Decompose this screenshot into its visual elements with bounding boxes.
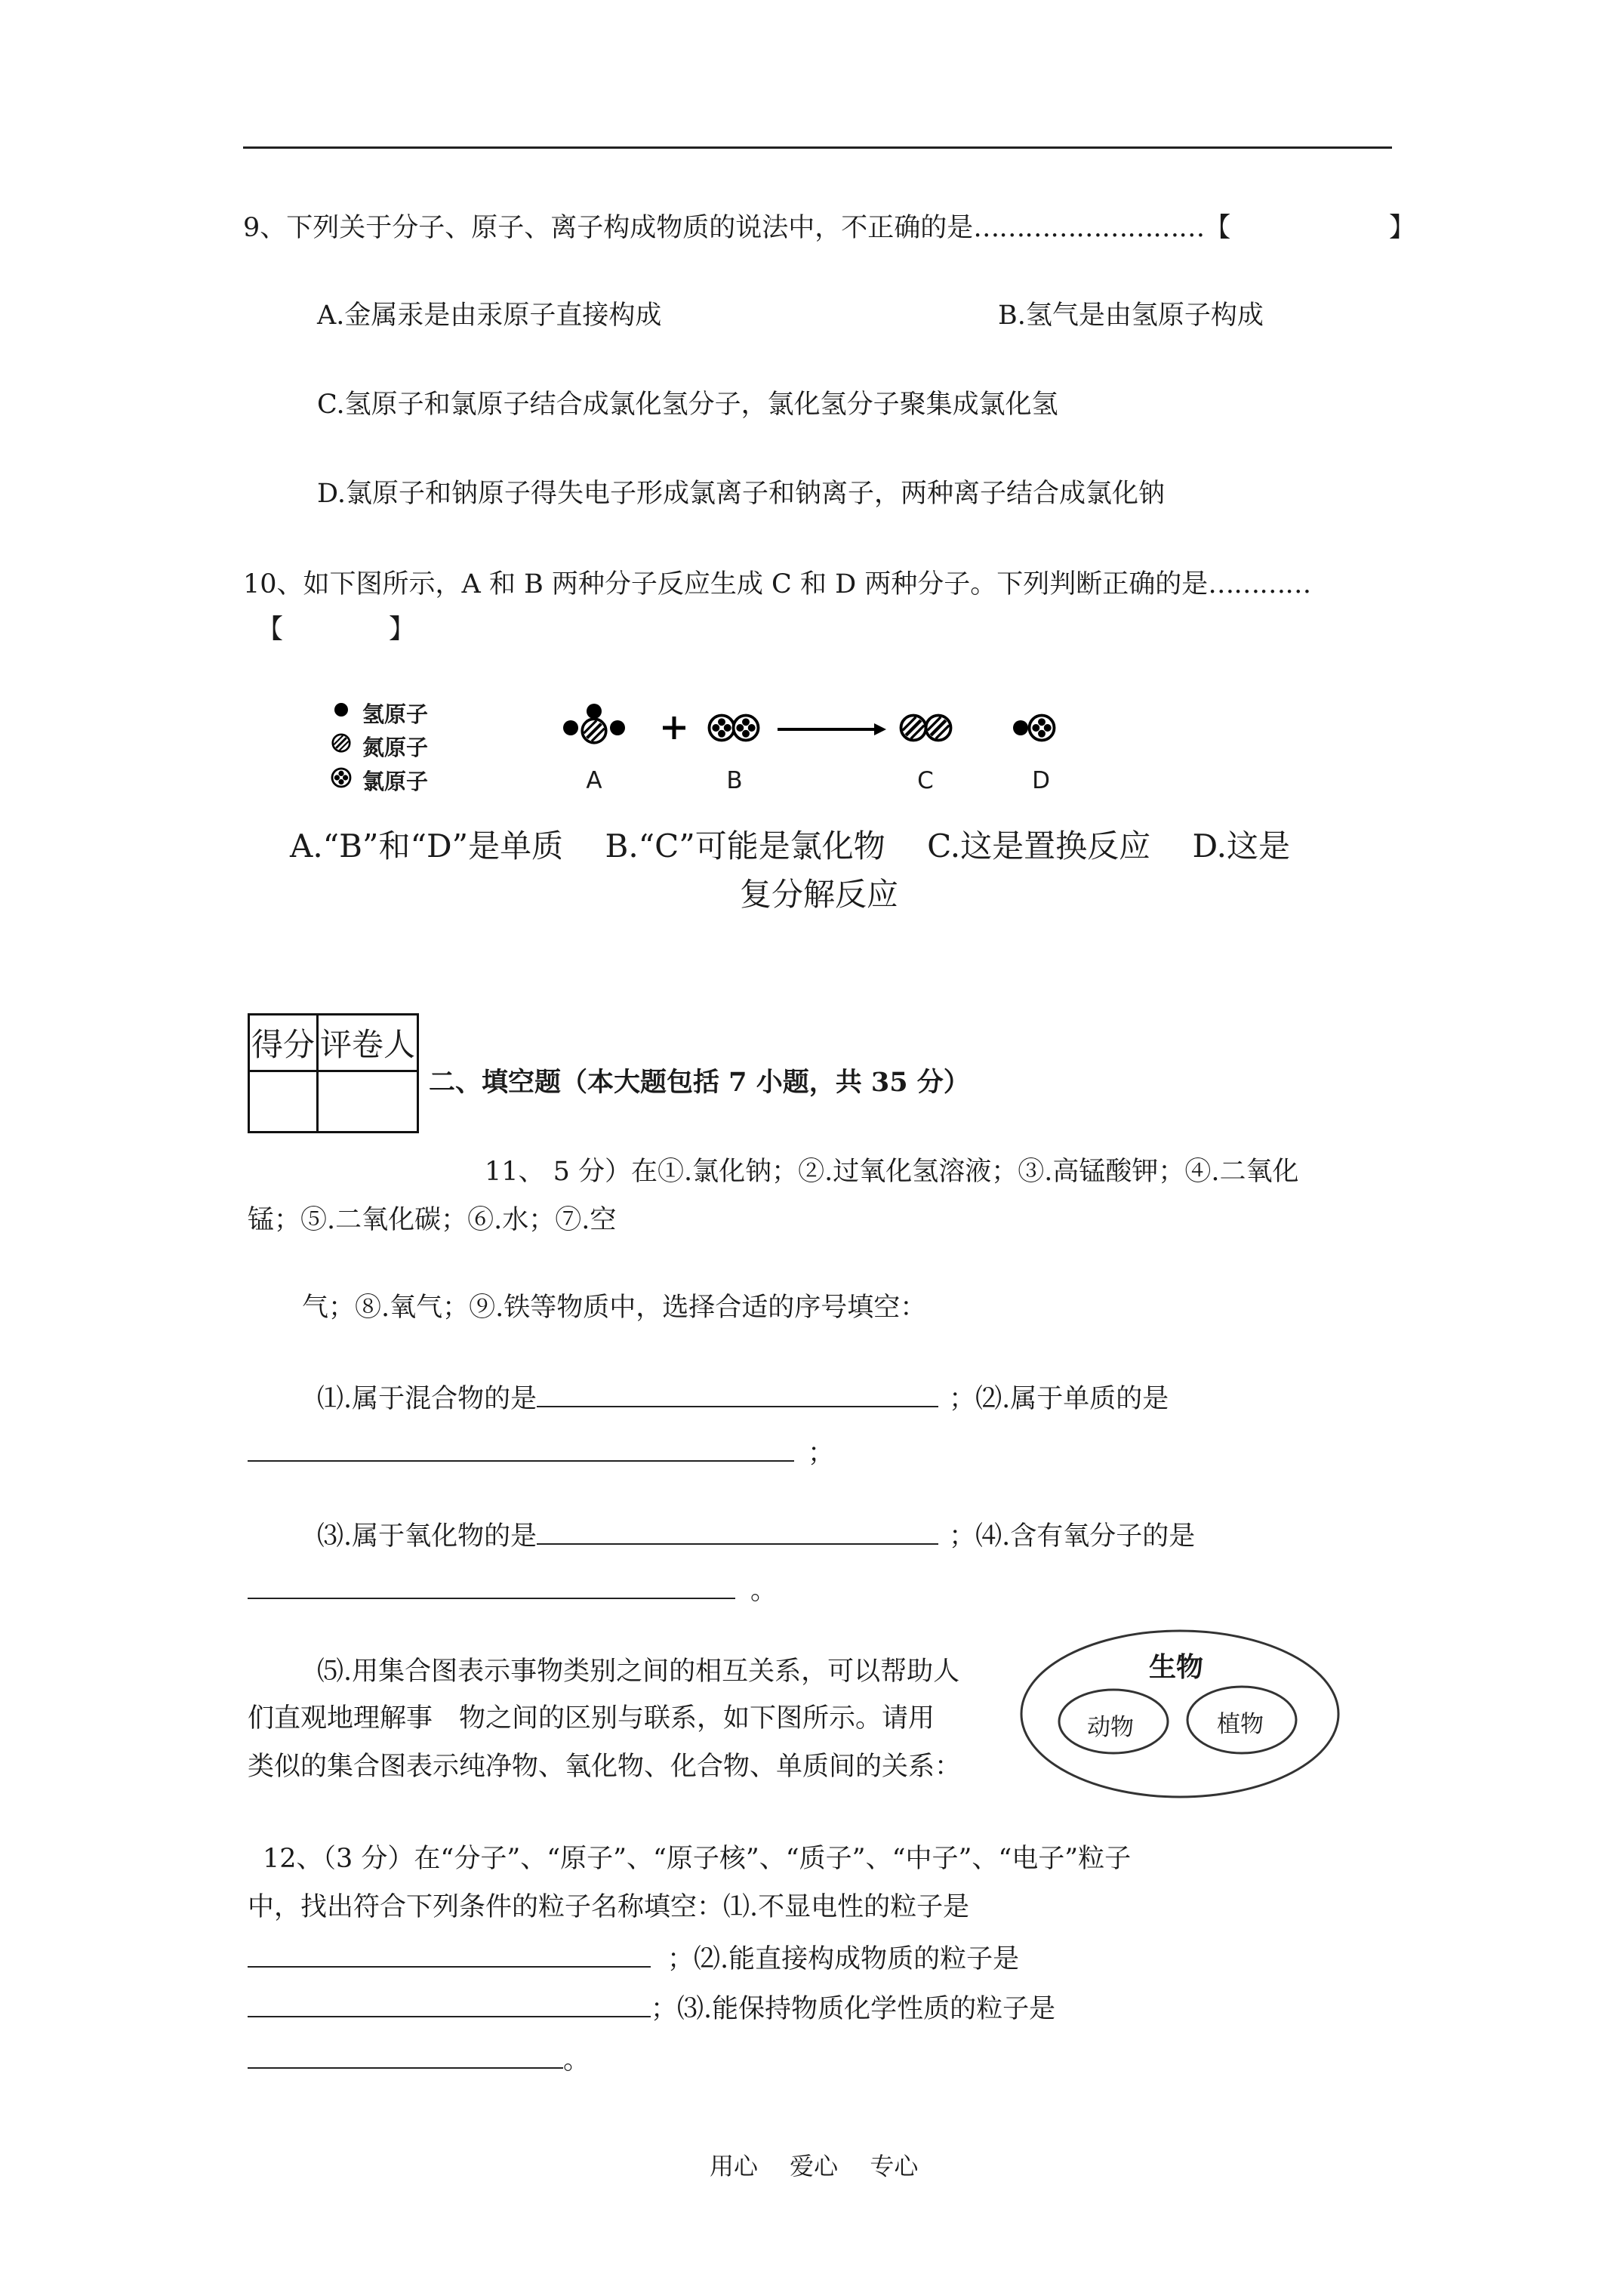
answer-blank-neutral-particle[interactable] bbox=[248, 1940, 651, 1968]
q9-option-b: B.氢气是由氢原子构成 bbox=[998, 300, 1264, 331]
q10-stem-text: 10、如下图所示，A 和 B 两种分子反应生成 C 和 D 两种分子。下列判断正确的是 bbox=[243, 569, 1209, 599]
q11-semicolon: ； bbox=[808, 1438, 835, 1469]
q10-options-line1: A.“B”和“D”是单质 B.“C”可能是氯化物 C.这是置换反应 D.这是 bbox=[290, 827, 1290, 864]
venn-right-label: 植物 bbox=[1217, 1711, 1264, 1738]
q12-part3-label: ；⑶.能保持物质化学性质的粒子是 bbox=[651, 1994, 1056, 2024]
molecule-label-c: C bbox=[917, 767, 934, 794]
venn-outer-label: 生物 bbox=[1149, 1652, 1204, 1683]
reaction-svg bbox=[331, 689, 1086, 802]
answer-blank-mixture[interactable] bbox=[537, 1380, 938, 1407]
q11-part2-label: ；⑵.属于单质的是 bbox=[949, 1384, 1169, 1414]
molecule-c bbox=[901, 716, 951, 741]
q12-part2-label: ；⑵.能直接构成物质的粒子是 bbox=[667, 1944, 1020, 1974]
q9-bracket-open: 【 bbox=[1204, 213, 1231, 243]
grader-cell[interactable] bbox=[318, 1071, 418, 1133]
q12-line1: 12、（3 分）在“分子”、“原子”、“原子核”、“质子”、“中子”、“电子”粒子 bbox=[263, 1844, 1132, 1874]
answer-blank-element[interactable] bbox=[248, 1435, 794, 1462]
legend-nitrogen: 氮原子 bbox=[362, 735, 429, 760]
q11-part4-label: ；⑷.含有氧分子的是 bbox=[949, 1521, 1196, 1552]
score-table bbox=[248, 1013, 419, 1133]
q9-bracket-close: 】 bbox=[1389, 213, 1416, 243]
arrow-icon bbox=[778, 723, 886, 735]
molecule-a bbox=[563, 704, 625, 743]
q9-option-c: C.氢原子和氯原子结合成氯化氢分子，氯化氢分子聚集成氯化氢 bbox=[317, 390, 1058, 420]
answer-blank-oxygen-molecule[interactable] bbox=[248, 1572, 735, 1599]
q12-line2: 中，找出符合下列条件的粒子名称填空：⑴.不显电性的粒子是 bbox=[248, 1892, 970, 1922]
section2-title: 二、填空题（本大题包括 7 小题，共 35 分） bbox=[429, 1067, 970, 1098]
answer-blank-constituent-particle[interactable] bbox=[248, 1990, 651, 2017]
q11-part4-line bbox=[248, 1572, 777, 1607]
score-cell[interactable] bbox=[249, 1071, 318, 1133]
venn-left-label: 动物 bbox=[1087, 1714, 1134, 1741]
molecule-b bbox=[710, 716, 759, 741]
q11-period: 。 bbox=[750, 1576, 778, 1606]
q9-stem-text: 9、下列关于分子、原子、离子构成物质的说法中，不正确的是 bbox=[243, 213, 974, 243]
grader-header: 评卷人 bbox=[318, 1015, 418, 1071]
q11-part2-line bbox=[248, 1435, 834, 1470]
plus-sign bbox=[663, 717, 685, 739]
q12-part2-line bbox=[248, 1940, 1019, 1976]
q9-option-d: D.氯原子和钠原子得失电子形成氯离子和钠离子，两种离子结合成氯化钠 bbox=[317, 479, 1165, 509]
legend-nitrogen-icon bbox=[333, 735, 350, 752]
q11-part5-line2: 们直观地理解事 物之间的区别与联系，如下图所示。请用 bbox=[248, 1703, 935, 1734]
legend-chlorine: 氯原子 bbox=[362, 769, 429, 794]
q10-stem bbox=[243, 568, 1310, 601]
q11-line2: 锰；⑤.二氧化碳；⑥.水；⑦.空 bbox=[248, 1205, 617, 1235]
molecule-label-a: A bbox=[586, 767, 602, 794]
q11-part1 bbox=[317, 1380, 1169, 1416]
molecule-d bbox=[1013, 716, 1055, 741]
q9-option-a: A.金属汞是由汞原子直接构成 bbox=[317, 300, 662, 331]
legend-chlorine-icon bbox=[332, 769, 350, 787]
q11-line1: 11、 5 分）在①.氯化钠；②.过氧化氢溶液；③.高锰酸钾；④.二氧化 bbox=[485, 1157, 1299, 1187]
q9-dots: ……………………… bbox=[973, 213, 1205, 243]
answer-blank-chemical-property-particle[interactable] bbox=[248, 2042, 563, 2069]
answer-blank-oxide[interactable] bbox=[537, 1518, 938, 1545]
q11-part3 bbox=[317, 1518, 1195, 1553]
q11-line3: 气；⑧.氧气；⑨.铁等物质中，选择合适的序号填空： bbox=[302, 1293, 927, 1323]
q10-dots: ………… bbox=[1208, 569, 1311, 599]
q10-options-line2: 复分解反应 bbox=[740, 876, 899, 913]
reaction-diagram bbox=[331, 689, 1086, 802]
header-rule bbox=[243, 146, 1392, 149]
q12-part4-line bbox=[248, 2042, 590, 2077]
q11-part1-label: ⑴.属于混合物的是 bbox=[317, 1384, 537, 1414]
q11-part5-line1: ⑸.用集合图表示事物类别之间的相互关系，可以帮助人 bbox=[317, 1657, 960, 1687]
q11-part5-line3: 类似的集合图表示纯净物、氧化物、化合物、单质间的关系： bbox=[248, 1752, 962, 1782]
q12-period: 。 bbox=[563, 2045, 590, 2076]
molecule-label-d: D bbox=[1032, 767, 1050, 794]
q9-stem bbox=[243, 211, 1230, 245]
molecule-label-b: B bbox=[726, 767, 743, 794]
page-footer: 用心 爱心 专心 bbox=[710, 2152, 919, 2180]
q12-part3-line bbox=[248, 1990, 1055, 2026]
q11-part3-label: ⑶.属于氧化物的是 bbox=[317, 1521, 537, 1552]
score-header: 得分 bbox=[249, 1015, 318, 1071]
q10-answer-bracket: 【 】 bbox=[257, 615, 416, 645]
legend-hydrogen-icon bbox=[334, 703, 348, 717]
legend-hydrogen: 氢原子 bbox=[362, 701, 429, 727]
